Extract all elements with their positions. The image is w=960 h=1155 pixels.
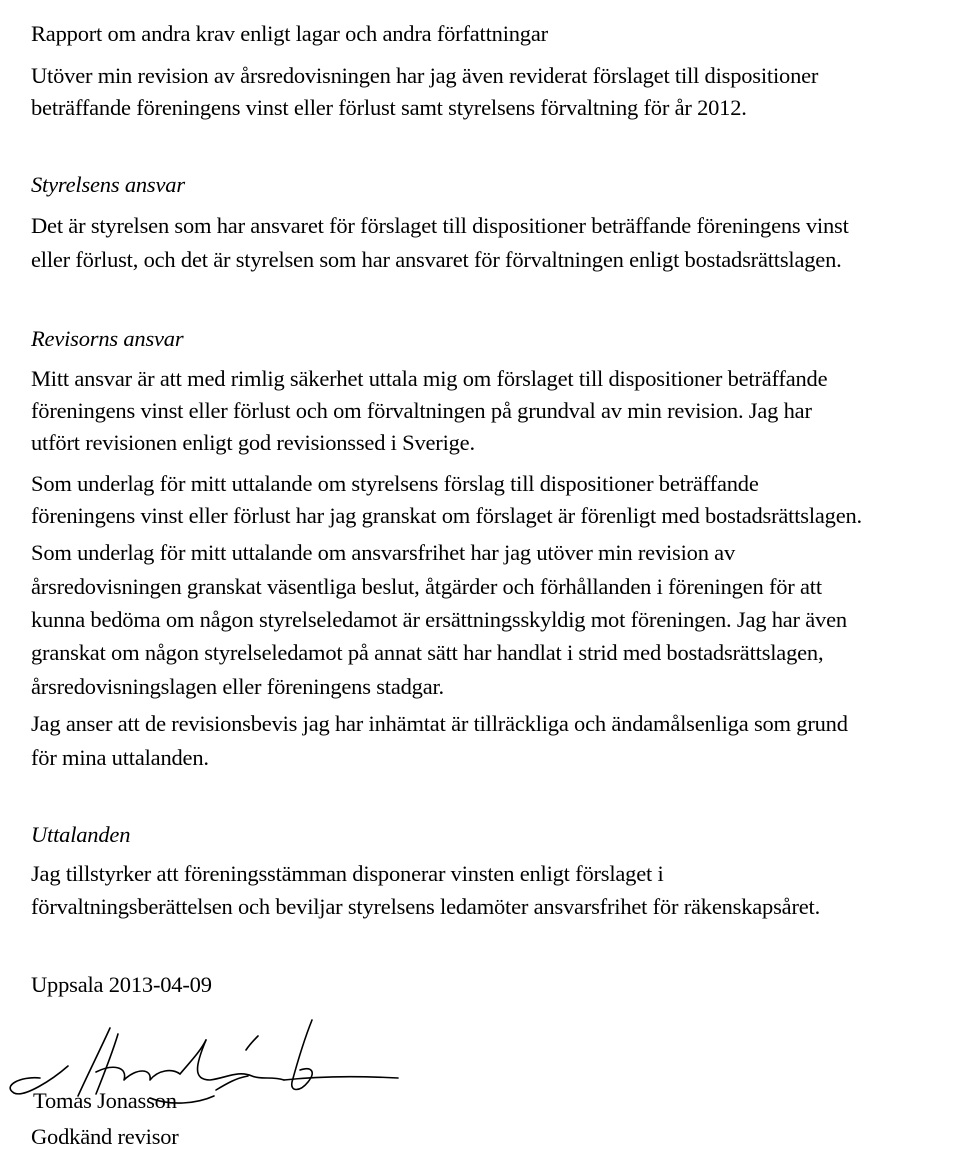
revisor-p1-line-2: föreningens vinst eller förlust och om förvaltningen på grundval av min revision. Jag har <box>31 398 812 423</box>
revisor-p3-line-1: Som underlag för mitt uttalande om ansvarsfrihet har jag utöver min revision av <box>31 540 736 565</box>
place-and-date: Uppsala 2013-04-09 <box>31 972 212 997</box>
styrelsen-line-1: Det är styrelsen som har ansvaret för förslaget till dispositioner beträffande föreningens vinst <box>31 213 849 238</box>
report-title: Rapport om andra krav enligt lagar och andra författningar <box>31 21 548 46</box>
signer-name: Tomas Jonasson <box>33 1088 177 1113</box>
heading-uttalanden: Uttalanden <box>31 822 131 847</box>
revisor-p4-line-1: Jag anser att de revisionsbevis jag har inhämtat är tillräckliga och ändamålsenliga som grund <box>31 711 848 736</box>
revisor-p3-line-2: årsredovisningen granskat väsentliga beslut, åtgärder och förhållanden i föreningen för att <box>31 574 822 599</box>
heading-styrelsens-ansvar: Styrelsens ansvar <box>31 172 185 197</box>
intro-line-1: Utöver min revision av årsredovisningen har jag även reviderat förslaget till dispositioner <box>31 63 819 88</box>
revisor-p2-line-2: föreningens vinst eller förlust har jag granskat om förslaget är förenligt med bostadsrättslagen. <box>31 503 862 528</box>
revisor-p1-line-1: Mitt ansvar är att med rimlig säkerhet uttala mig om förslaget till dispositioner beträffande <box>31 366 828 391</box>
revisor-p3-line-3: kunna bedöma om någon styrelseledamot är ersättningsskyldig mot föreningen. Jag har även <box>31 607 847 632</box>
revisor-p2-line-1: Som underlag för mitt uttalande om styrelsens förslag till dispositioner beträffande <box>31 471 759 496</box>
heading-revisorns-ansvar: Revisorns ansvar <box>31 326 184 351</box>
uttalanden-line-1: Jag tillstyrker att föreningsstämman disponerar vinsten enligt förslaget i <box>31 861 664 886</box>
revisor-p1-line-3: utfört revisionen enligt god revisionssed i Sverige. <box>31 430 475 455</box>
revisor-p3-line-4: granskat om någon styrelseledamot på annat sätt har handlat i strid med bostadsrättslagen, <box>31 640 824 665</box>
signer-title: Godkänd revisor <box>31 1124 179 1149</box>
intro-line-2: beträffande föreningens vinst eller förlust samt styrelsens förvaltning för år 2012. <box>31 95 747 120</box>
revisor-p3-line-5: årsredovisningslagen eller föreningens stadgar. <box>31 674 444 699</box>
styrelsen-line-2: eller förlust, och det är styrelsen som har ansvaret för förvaltningen enligt bostadsrättslagen. <box>31 247 842 272</box>
revisor-p4-line-2: för mina uttalanden. <box>31 745 209 770</box>
uttalanden-line-2: förvaltningsberättelsen och beviljar styrelsens ledamöter ansvarsfrihet för räkenskapsåret. <box>31 894 820 919</box>
